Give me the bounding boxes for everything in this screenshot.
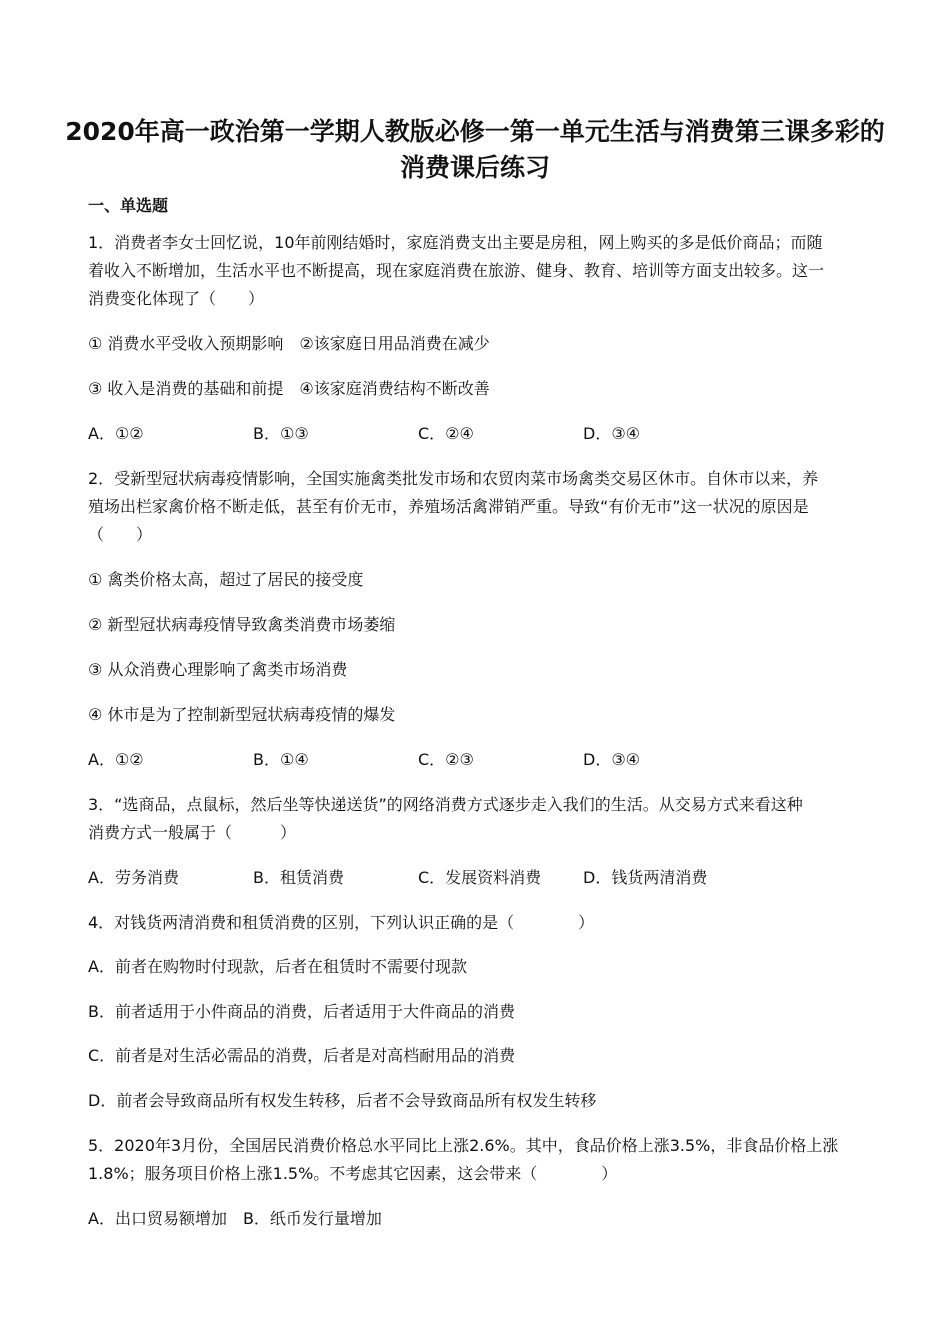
q3-stem-line-2: 消费方式一般属于（ ） [88, 823, 297, 842]
q4-stem: 4．对钱货两清消费和租赁消费的区别，下列认识正确的是（ ） [88, 913, 595, 932]
document-title-line-2: 消费课后练习 [399, 153, 550, 182]
q4-option-a: A．前者在购物时付现款，后者在租赁时不需要付现款 [88, 957, 467, 976]
q4-option-b: B．前者适用于小件商品的消费，后者适用于大件商品的消费 [88, 1002, 515, 1021]
q2-statement-3: ③ 从众消费心理影响了禽类市场消费 [88, 660, 348, 679]
q3-option-a: A．劳务消费 [88, 868, 179, 887]
q1-stem-line-2: 着收入不断增加，生活水平也不断提高，现在家庭消费在旅游、健身、教育、培训等方面支出较多。这一 [88, 261, 825, 280]
q2-stem-line-1: 2．受新型冠状病毒疫情影响，全国实施禽类批发市场和农贸肉菜市场禽类交易区休市。自休市以来，养 [88, 469, 819, 488]
q5-stem-line-2: 1.8%；服务项目价格上涨1.5%。不考虑其它因素，这会带来（ ） [88, 1164, 618, 1183]
q2-statement-4: ④ 休市是为了控制新型冠状病毒疫情的爆发 [88, 705, 396, 724]
q5-stem-line-1: 5．2020年3月份，全国居民消费价格总水平同比上涨2.6%。其中，食品价格上涨3.5%，非食品价格上涨 [88, 1136, 839, 1155]
q1-option-a: A．①② [88, 424, 144, 443]
section-heading: 一、单选题 [88, 196, 169, 215]
q5-options-a-b: A．出口贸易额增加 B．纸币发行量增加 [88, 1209, 382, 1228]
q3-option-c: C．发展资料消费 [418, 868, 542, 887]
q3-option-d: D．钱货两清消费 [583, 868, 708, 887]
q1-option-d: D．③④ [583, 424, 641, 443]
q2-stem-line-2: 殖场出栏家禽价格不断走低，甚至有价无市，养殖场活禽滞销严重。导致“有价无市”这一状况的原因是 [88, 497, 809, 516]
q2-option-a: A．①② [88, 750, 144, 769]
q4-option-d: D．前者会导致商品所有权发生转移，后者不会导致商品所有权发生转移 [88, 1091, 597, 1110]
q1-option-c: C．②④ [418, 424, 474, 443]
q1-option-b: B．①③ [253, 424, 309, 443]
document-title-line-1: 2020年高一政治第一学期人教版必修一第一单元生活与消费第三课多彩的 [65, 117, 885, 146]
q3-option-b: B．租赁消费 [253, 868, 344, 887]
q1-statements-2: ③ 收入是消费的基础和前提 ④该家庭消费结构不断改善 [88, 379, 490, 398]
q1-stem-line-3: 消费变化体现了（ ） [88, 289, 265, 308]
q2-option-b: B．①④ [253, 750, 309, 769]
q3-stem-line-1: 3．“选商品，点鼠标，然后坐等快递送货”的网络消费方式逐步走入我们的生活。从交易方式来看这种 [88, 795, 803, 814]
q2-stem-line-3: （ ） [88, 525, 153, 544]
q2-statement-1: ① 禽类价格太高，超过了居民的接受度 [88, 570, 364, 589]
q2-option-c: C．②③ [418, 750, 474, 769]
q1-statements-1: ① 消费水平受收入预期影响 ②该家庭日用品消费在减少 [88, 334, 490, 353]
q1-stem-line-1: 1．消费者李女士回忆说，10年前刚结婚时，家庭消费支出主要是房租，网上购买的多是低价商品；而随 [88, 233, 823, 252]
q4-option-c: C．前者是对生活必需品的消费，后者是对高档耐用品的消费 [88, 1046, 516, 1065]
q2-option-d: D．③④ [583, 750, 641, 769]
q2-statement-2: ② 新型冠状病毒疫情导致禽类消费市场萎缩 [88, 615, 396, 634]
